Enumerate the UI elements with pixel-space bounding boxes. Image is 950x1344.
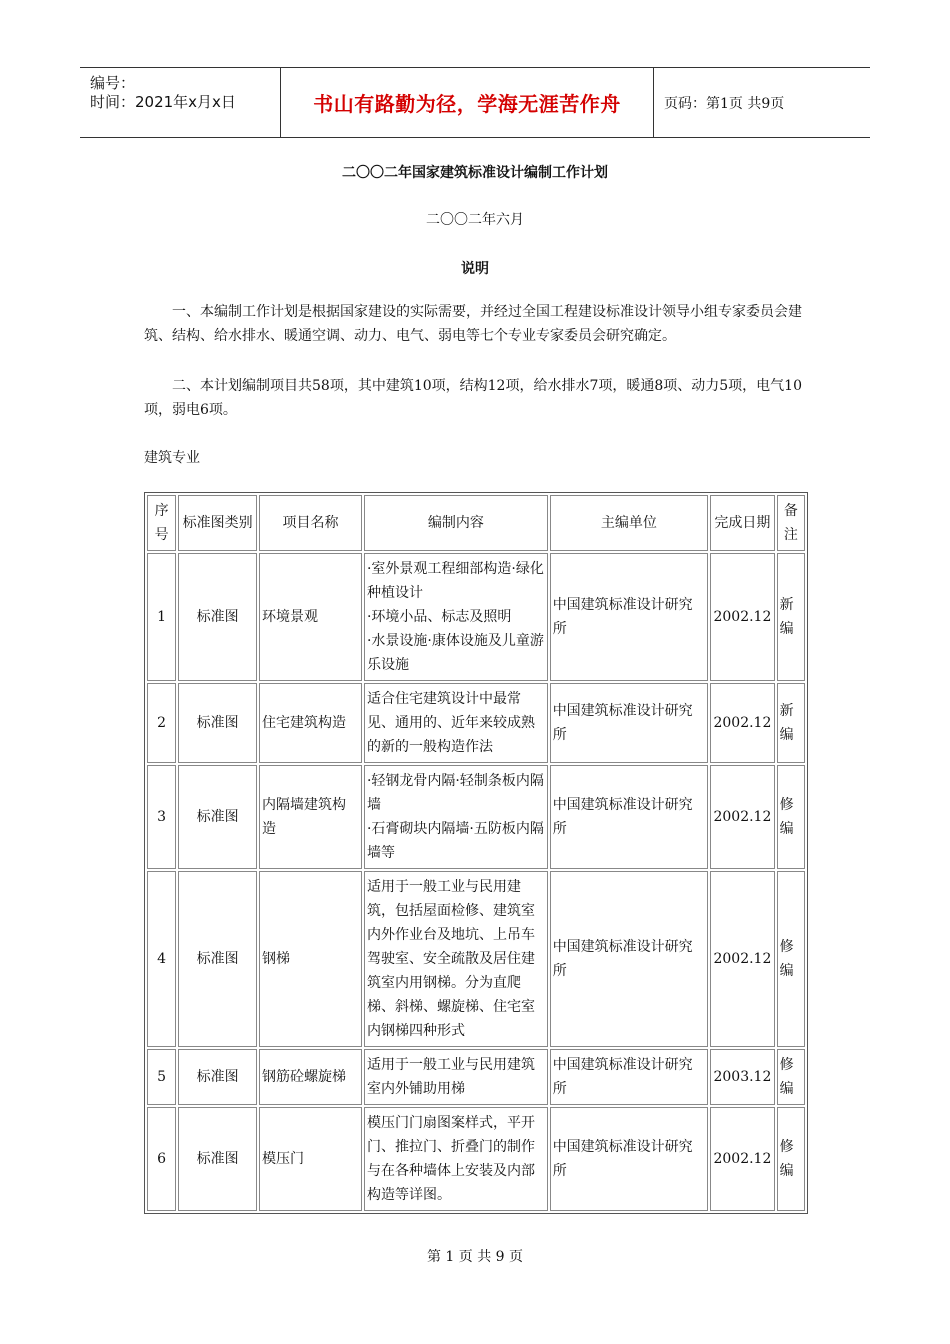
paragraph-2 bbox=[144, 374, 806, 422]
document-date: 二〇〇二年六月 bbox=[426, 212, 524, 228]
cell-remark: 修编 bbox=[777, 765, 805, 869]
page-header bbox=[80, 67, 870, 138]
cell-type: 标准图 bbox=[178, 871, 257, 1047]
paragraph-1 bbox=[144, 300, 806, 348]
header-motto bbox=[281, 68, 654, 137]
cell-org: 中国建筑标准设计研究所 bbox=[550, 871, 708, 1047]
cell-type: 标准图 bbox=[178, 1049, 257, 1105]
notes-heading: 说明 bbox=[461, 261, 489, 277]
header-cell: 主编单位 bbox=[550, 495, 708, 551]
table-row bbox=[147, 1049, 805, 1105]
cell-no: 4 bbox=[147, 871, 176, 1047]
cell-no: 2 bbox=[147, 683, 176, 763]
cell-content: 模压门门扇图案样式，平开门、推拉门、折叠门的制作与在各种墙体上安装及内部构造等详图。 bbox=[364, 1107, 548, 1211]
cell-remark: 修编 bbox=[777, 871, 805, 1047]
page-footer: 第 1 页 共 9 页 bbox=[426, 1249, 524, 1265]
cell-no: 1 bbox=[147, 553, 176, 681]
cell-org: 中国建筑标准设计研究所 bbox=[550, 553, 708, 681]
motto-text: 书山有路勤为径，学海无涯苦作舟 bbox=[313, 92, 621, 116]
cell-no: 5 bbox=[147, 1049, 176, 1105]
cell-date: 2003.12 bbox=[710, 1049, 775, 1105]
cell-type: 标准图 bbox=[178, 765, 257, 869]
cell-date: 2002.12 bbox=[710, 1107, 775, 1211]
cell-name: 模压门 bbox=[259, 1107, 362, 1211]
header-cell: 备注 bbox=[777, 495, 805, 551]
plan-table bbox=[144, 492, 808, 1214]
cell-remark: 新编 bbox=[777, 553, 805, 681]
header-meta bbox=[80, 68, 281, 137]
serial-label: 编号： bbox=[90, 74, 136, 92]
cell-remark: 修编 bbox=[777, 1049, 805, 1105]
header-cell: 完成日期 bbox=[710, 495, 775, 551]
header-cell: 项目名称 bbox=[259, 495, 362, 551]
table-row bbox=[147, 765, 805, 869]
page-code: 页码：第1页 共9页 bbox=[664, 95, 785, 112]
cell-name: 钢梯 bbox=[259, 871, 362, 1047]
header-cell: 序号 bbox=[147, 495, 176, 551]
cell-org: 中国建筑标准设计研究所 bbox=[550, 1049, 708, 1105]
cell-date: 2002.12 bbox=[710, 765, 775, 869]
table-header-row bbox=[147, 495, 805, 551]
cell-content: 适合住宅建筑设计中最常见、通用的、近年来较成熟的新的一般构造作法 bbox=[364, 683, 548, 763]
cell-org: 中国建筑标准设计研究所 bbox=[550, 683, 708, 763]
cell-name: 环境景观 bbox=[259, 553, 362, 681]
cell-org: 中国建筑标准设计研究所 bbox=[550, 1107, 708, 1211]
cell-content: 适用于一般工业与民用建筑，包括屋面检修、建筑室内外作业台及地坑、上吊车驾驶室、安全疏散及居住建筑室内用钢梯。分为直爬梯、斜梯、螺旋梯、住宅室内钢梯四种形式 bbox=[364, 871, 548, 1047]
cell-org: 中国建筑标准设计研究所 bbox=[550, 765, 708, 869]
cell-content: 适用于一般工业与民用建筑室内外铺助用梯 bbox=[364, 1049, 548, 1105]
cell-content: ·轻钢龙骨内隔·轻制条板内隔墙 ·石膏砌块内隔墙·五防板内隔墙等 bbox=[364, 765, 548, 869]
cell-remark: 新编 bbox=[777, 683, 805, 763]
header-cell: 编制内容 bbox=[364, 495, 548, 551]
cell-type: 标准图 bbox=[178, 683, 257, 763]
table-row bbox=[147, 1107, 805, 1211]
cell-date: 2002.12 bbox=[710, 553, 775, 681]
document-title: 二〇〇二年国家建筑标准设计编制工作计划 bbox=[342, 165, 608, 181]
paragraph-1-text: 一、本编制工作计划是根据国家建设的实际需要，并经过全国工程建设标准设计领导小组专家委员会建筑、结构、给水排水、暖通空调、动力、电气、弱电等七个专业专家委员会研究确定。 bbox=[144, 304, 802, 344]
paragraph-2-text: 二、本计划编制项目共58项，其中建筑10项，结构12项，给水排水7项，暖通8项、动力5项，电气10项，弱电6项。 bbox=[144, 378, 802, 418]
table-row bbox=[147, 871, 805, 1047]
cell-type: 标准图 bbox=[178, 553, 257, 681]
time-label: 时间：2021年x月x日 bbox=[90, 93, 236, 111]
cell-name: 住宅建筑构造 bbox=[259, 683, 362, 763]
cell-date: 2002.12 bbox=[710, 871, 775, 1047]
header-cell: 标准图类别 bbox=[178, 495, 257, 551]
section-label: 建筑专业 bbox=[144, 450, 200, 466]
cell-name: 内隔墙建筑构造 bbox=[259, 765, 362, 869]
cell-content: ·室外景观工程细部构造·绿化种植设计 ·环境小品、标志及照明 ·水景设施·康体设施及儿童游乐设施 bbox=[364, 553, 548, 681]
cell-type: 标准图 bbox=[178, 1107, 257, 1211]
cell-name: 钢筋砼螺旋梯 bbox=[259, 1049, 362, 1105]
table-body bbox=[147, 553, 805, 1211]
table-row bbox=[147, 553, 805, 681]
cell-no: 3 bbox=[147, 765, 176, 869]
cell-date: 2002.12 bbox=[710, 683, 775, 763]
cell-no: 6 bbox=[147, 1107, 176, 1211]
cell-remark: 修编 bbox=[777, 1107, 805, 1211]
table-row bbox=[147, 683, 805, 763]
